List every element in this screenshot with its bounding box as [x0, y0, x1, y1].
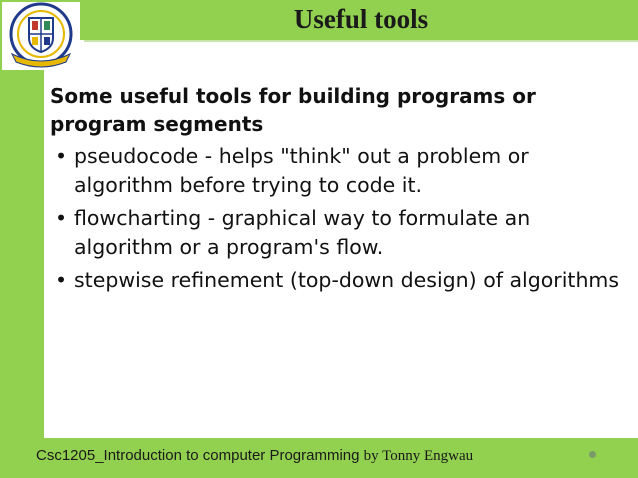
bullet-dot: •: [55, 144, 68, 168]
bullet-dot: •: [55, 206, 68, 230]
footer-caption: [36, 447, 473, 465]
bullet-text: pseudocode - helps "think" out a problem or algorithm before trying to code it.: [74, 144, 529, 197]
bullet-text: flowcharting - graphical way to formulate an algorithm or a program's flow.: [74, 206, 531, 259]
footer-dot-icon: [589, 451, 596, 458]
bullet-dot: •: [55, 268, 68, 292]
bullet-item: [50, 266, 625, 295]
footer-course: Csc1205_Introduction to computer Programming: [36, 447, 360, 464]
footer-author: by Tonny Engwau: [363, 448, 474, 464]
bullet-text: stepwise refinement (top-down design) of algorithms: [74, 268, 620, 292]
bullet-list: [50, 142, 625, 295]
bullet-item: [50, 204, 625, 262]
university-crest-icon: [2, 2, 80, 70]
slide-title: Useful tools: [293, 4, 429, 34]
title-underline: [84, 40, 638, 42]
bullet-item: [50, 142, 625, 200]
slide-heading: Some useful tools for building programs or program segments: [50, 84, 536, 136]
slide-body: [50, 82, 625, 299]
